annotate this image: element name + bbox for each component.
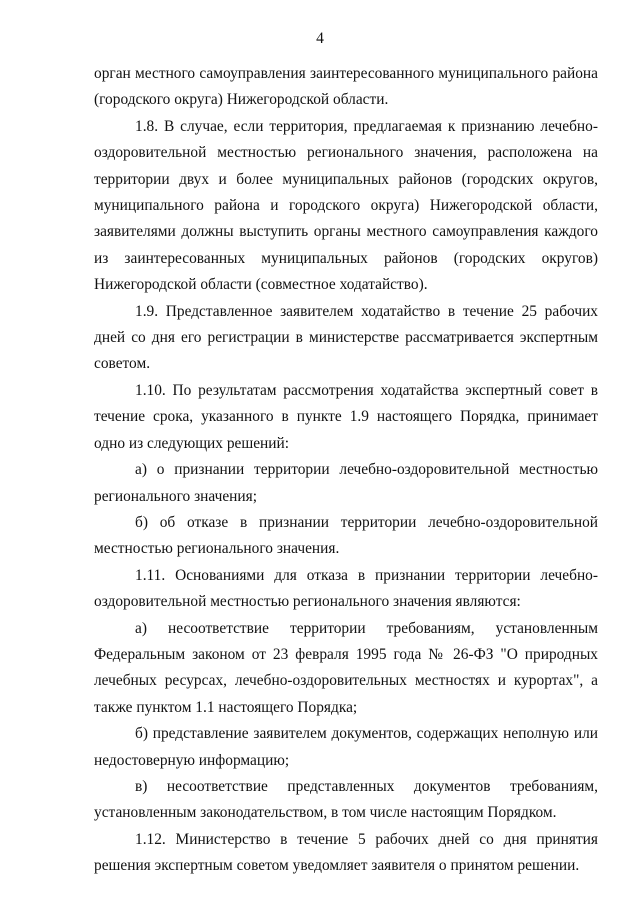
document-body (94, 61, 598, 880)
paragraph-continuation: орган местного самоуправления заинтересованного муниципального района (городского округа) Нижегородской области. (94, 65, 598, 109)
page-number: 4 (316, 30, 324, 47)
paragraph-1-8: 1.8. В случае, если территория, предлагаемая к признанию лечебно-оздоровительной местностью регионального значения, расположена на территории двух и более муниципальных районов (городских округов, муниципального района и городского округа) Нижегородской области, заявителями должны выступить органы местного самоуправления каждого из заинтересованных муниципальных районов (городских округов) Нижегородской области (совместное ходатайство). (94, 117, 598, 294)
paragraph-1-11-a: а) несоответствие территории требованиям, установленным Федеральным законом от 23 февраля 1995 года № 26-ФЗ "О природных лечебных ресурсах, лечебно-оздоровительных местностях и курортах", а также пунктом 1.1 настоящего Порядка; (94, 619, 598, 716)
paragraph-1-12: 1.12. Министерство в течение 5 рабочих дней со дня принятия решения экспертным советом уведомляет заявителя о принятом решении. (94, 830, 598, 875)
paragraph-1-11-v: в) несоответствие представленных документов требованиям, установленным законодательством, в том числе настоящим Порядком. (94, 777, 598, 822)
paragraph-1-10: 1.10. По результатам рассмотрения ходатайства экспертный совет в течение срока, указанного в пункте 1.9 настоящего Порядка, принимает одно из следующих решений: (94, 381, 598, 452)
paragraph-1-9: 1.9. Представленное заявителем ходатайство в течение 25 рабочих дней со дня его регистрации в министерстве рассматривается экспертным советом. (94, 302, 598, 373)
paragraph-1-10-b: б) об отказе в признании территории лечебно-оздоровительной местностью регионального значения. (94, 513, 598, 558)
paragraph-1-11-b: б) представление заявителем документов, содержащих неполную или недостоверную информацию; (94, 725, 598, 769)
paragraph-1-10-a: а) о признании территории лечебно-оздоровительной местностью регионального значения; (94, 461, 598, 505)
paragraph-1-11: 1.11. Основаниями для отказа в признании территории лечебно-оздоровительной местностью регионального значения являются: (94, 566, 598, 611)
